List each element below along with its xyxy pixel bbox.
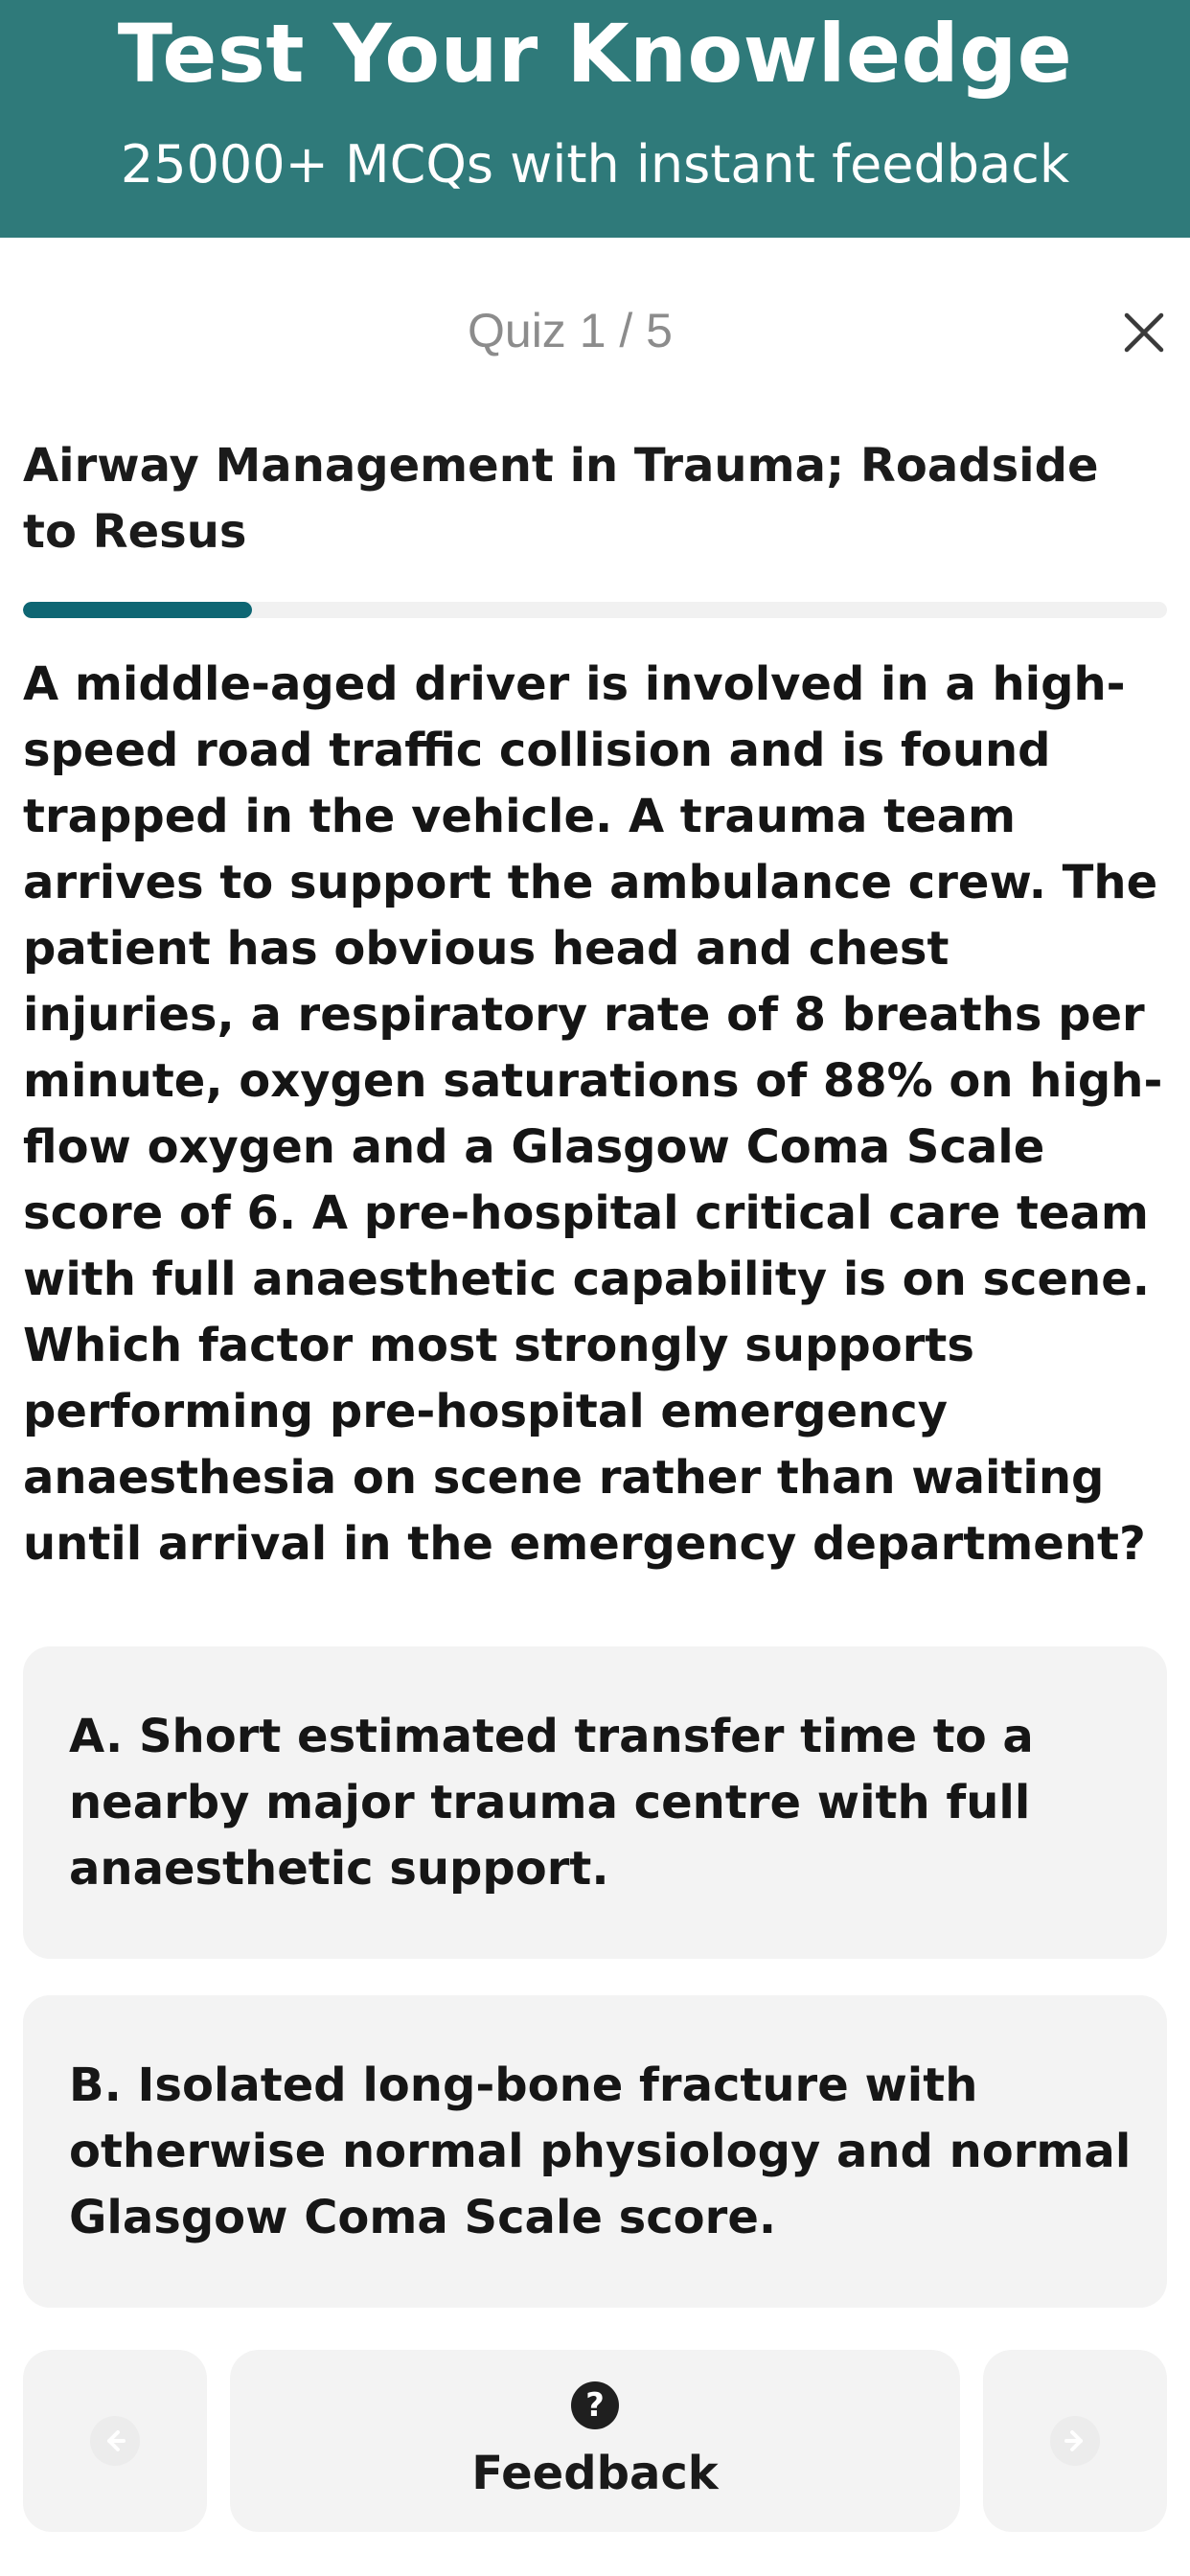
arrow-left-icon xyxy=(90,2416,140,2466)
quiz-progress-bar xyxy=(23,602,1167,618)
answer-option-b-label: B. Isolated long-bone fracture with otherwise normal physiology and normal Glasgow Coma Scale score. xyxy=(69,2058,1132,2244)
quiz-header xyxy=(0,288,1190,374)
quiz-progress-fill xyxy=(23,602,252,618)
bottom-nav-bar xyxy=(0,2342,1190,2576)
promo-banner xyxy=(0,0,1190,238)
arrow-right-icon xyxy=(1050,2416,1100,2466)
close-button[interactable] xyxy=(1108,301,1180,364)
question-text: A middle-aged driver is involved in a high-speed road traffic collision and is found trapped in the vehicle. A trauma team arrives to support the ambulance crew. The patient has obvious head and chest injuries, a respiratory rate of 8 breaths per minute, oxygen saturations of 88% on high-flow oxygen and a Glasgow Coma Scale score of 6. A pre-hospital critical care team with full anaesthetic capability is on scene. Which factor most strongly supports performing pre-hospital emergency anaesthesia on scene rather than waiting until arrival in the emergency department? xyxy=(23,657,1163,1571)
answer-option-a-label: A. Short estimated transfer time to a nearby major trauma centre with full anaesthetic support. xyxy=(69,1710,1034,1896)
topic-title: Airway Management in Trauma; Roadside to Resus xyxy=(23,439,1099,559)
next-question-button[interactable] xyxy=(983,2350,1167,2532)
previous-question-button[interactable] xyxy=(23,2350,207,2532)
quiz-counter: Quiz 1 / 5 xyxy=(468,304,673,357)
banner-title: Test Your Knowledge xyxy=(117,7,1073,101)
help-icon: ? xyxy=(571,2381,619,2429)
feedback-button[interactable] xyxy=(230,2350,960,2532)
answer-option-b[interactable] xyxy=(23,1995,1167,2308)
feedback-label: Feedback xyxy=(471,2447,719,2500)
close-icon xyxy=(1123,311,1165,354)
answer-option-a[interactable] xyxy=(23,1646,1167,1959)
banner-subtitle: 25000+ MCQs with instant feedback xyxy=(120,134,1070,195)
